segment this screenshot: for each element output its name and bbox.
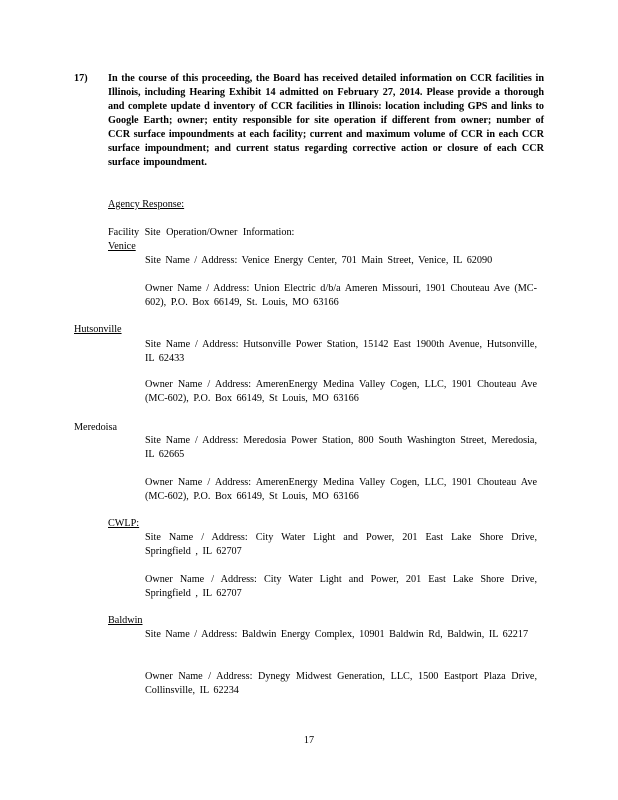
agency-response-label: Agency Response: — [108, 199, 185, 210]
owner-address: Owner Name / Address: Union Electric d/b/a Ameren Missouri, 1901 Chouteau Ave (MC-602), P.O. Box 66149, St. Louis, MO 63166 — [145, 283, 537, 308]
page-number: 17 — [303, 735, 315, 746]
question-text: In the course of this proceeding, the Board has received detailed information on CCR facilities in Illinois, including Hearing Exhibit 14 admitted on February 27, 2014. Please provide a thorough and complete update d inventory of CCR facilities in Illinois: location including GPS and links to Google Earth; owner; entity responsible for site operation if different from owner; number of CCR surface impoundments at each facility; current and maximum volume of CCR in each CCR surface impoundment; and current status regarding corrective action or closure of each CCR surface impoundment. — [108, 73, 544, 168]
site-address: Site Name / Address: Meredosia Power Station, 800 South Washington Street, Meredosia, IL 62665 — [145, 435, 537, 460]
owner-address: Owner Name / Address: Dynegy Midwest Generation, LLC, 1500 Eastport Plaza Drive, Collinsville, IL 62234 — [145, 671, 537, 696]
site-address: Site Name / Address: Baldwin Energy Complex, 10901 Baldwin Rd, Baldwin, IL 62217 — [145, 629, 529, 640]
facility-label-venice: Venice — [108, 241, 136, 252]
owner-address: Owner Name / Address: AmerenEnergy Medina Valley Cogen, LLC, 1901 Chouteau Ave (MC-602), P.O. Box 66149, St Louis, MO 63166 — [145, 379, 537, 404]
facility-label-meredosia: Meredoisa — [74, 422, 117, 433]
facility-label-hutsonville: Hutsonville — [74, 324, 122, 335]
question-block — [74, 72, 544, 170]
site-address: Site Name / Address: Hutsonville Power Station, 15142 East 1900th Avenue, Hutsonville, IL 62433 — [145, 339, 537, 364]
facility-label-cwlp: CWLP: — [108, 518, 140, 529]
facility-header: Facility Site Operation/Owner Information: — [108, 227, 295, 238]
question-number: 17) — [74, 73, 88, 84]
site-address: Site Name / Address: City Water Light and Power, 201 East Lake Shore Drive, Springfield , IL 62707 — [145, 532, 537, 557]
facility-label-baldwin: Baldwin — [108, 615, 143, 626]
owner-address: Owner Name / Address: City Water Light and Power, 201 East Lake Shore Drive, Springfield , IL 62707 — [145, 574, 537, 599]
owner-address: Owner Name / Address: AmerenEnergy Medina Valley Cogen, LLC, 1901 Chouteau Ave (MC-602), P.O. Box 66149, St Louis, MO 63166 — [145, 477, 537, 502]
site-address: Site Name / Address: Venice Energy Center, 701 Main Street, Venice, IL 62090 — [145, 255, 493, 266]
